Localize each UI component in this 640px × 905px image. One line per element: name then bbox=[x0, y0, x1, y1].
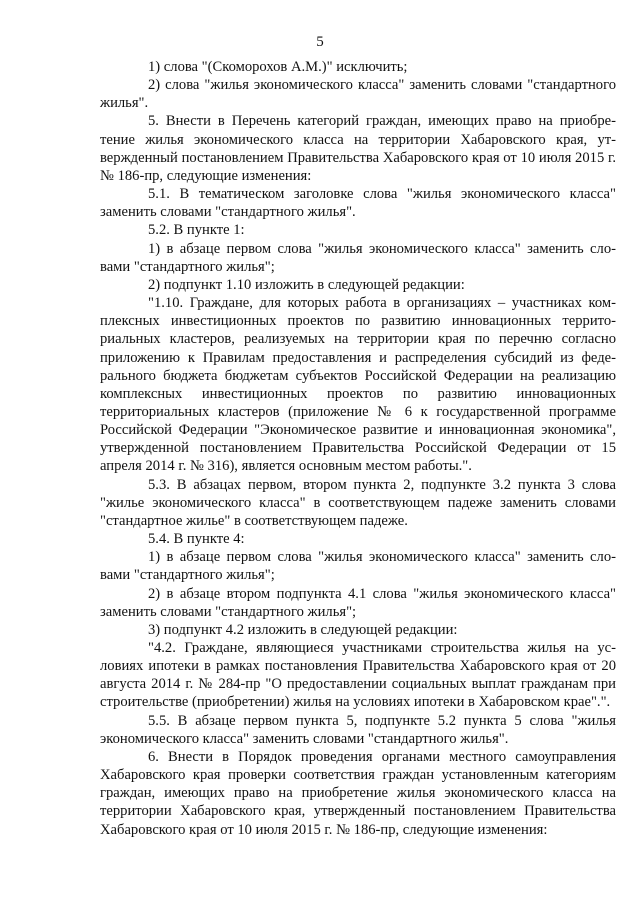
paragraph-15: 5.5. В абзаце первом пункта 5, подпункте 5.2 пункта 5 слова "жилья экономического класса" заменить словами "стандартного жилья". bbox=[100, 712, 616, 747]
paragraph-14: "4.2. Граждане, являющиеся участниками строительства жилья на условиях ипотеки в рамках постановления Правительства Хабаровского края от 20 августа 2014 г. № 284-пр "О предоставлении социальных выплат гражданам при строительстве (приобретении) жилья на условиях ипотеки в Хабаровском крае".". bbox=[100, 640, 616, 711]
paragraph-12: 2) в абзаце втором подпункта 4.1 слова "жилья экономического класса" заменить словами "стандартного жилья"; bbox=[100, 585, 616, 620]
paragraph-6: 1) в абзаце первом слова "жилья экономического класса" заменить словами "стандартного жилья"; bbox=[100, 240, 616, 275]
page-number: 5 bbox=[316, 34, 324, 50]
paragraph-13: 3) подпункт 4.2 изложить в следующей редакции: bbox=[148, 621, 458, 638]
paragraph-1: 1) слова "(Скоморохов А.М.)" исключить; bbox=[148, 59, 408, 75]
paragraph-5: 5.2. В пункте 1: bbox=[148, 222, 245, 239]
paragraph-10: 5.4. В пункте 4: bbox=[148, 531, 245, 548]
paragraph-8: "1.10. Граждане, для которых работа в организациях – участниках комплексных инвестиционных проектов по развитию инновационных территориальных кластеров, реализуемых на территории края по перечню согласно приложению к Правилам предоставления и распределения субсидий из федерального бюджета бюджетам субъектов Российской Федерации на реализацию комплексных инвестиционных проектов по развитию инновационных территориальных кластеров (приложение № 6 к государственной программе Российской Федерации "Экономическое развитие и инновационная экономика", утвержденной постановлением Правительства Российской Федерации от 15 апреля 2014 г. № 316), является основным местом работы.". bbox=[100, 295, 616, 475]
paragraph-3: 5. Внести в Перечень категорий граждан, имеющих право на приобретение жилья экономического класса на территории Хабаровского края, утвержденный постановлением Правительства Хабаровского края от 10 июля 2015 г. № 186-пр, следующие изменения: bbox=[100, 113, 616, 184]
paragraph-2: 2) слова "жилья экономического класса" заменить словами "стандартного жилья". bbox=[100, 77, 616, 112]
document-body bbox=[100, 58, 616, 839]
paragraph-16: 6. Внести в Порядок проведения органами местного самоуправления Хабаровского края проверки соответствия граждан установленным категориям граждан, имеющих право на приобретение жилья экономического класса на территории Хабаровского края, утвержденный постановлением Правительства Хабаровского края от 10 июля 2015 г. № 186-пр, следующие изменения: bbox=[100, 748, 616, 838]
paragraph-7: 2) подпункт 1.10 изложить в следующей редакции: bbox=[148, 276, 465, 293]
paragraph-9: 5.3. В абзацах первом, втором пункта 2, подпункте 3.2 пункта 3 слова "жилье экономического класса" в соответствующем падеже заменить словами "стандартное жилье" в соответствующем падеже. bbox=[100, 476, 616, 529]
paragraph-11: 1) в абзаце первом слова "жилья экономического класса" заменить словами "стандартного жилья"; bbox=[100, 549, 616, 584]
paragraph-4: 5.1. В тематическом заголовке слова "жилья экономического класса" заменить словами "стандартного жилья". bbox=[100, 186, 616, 221]
